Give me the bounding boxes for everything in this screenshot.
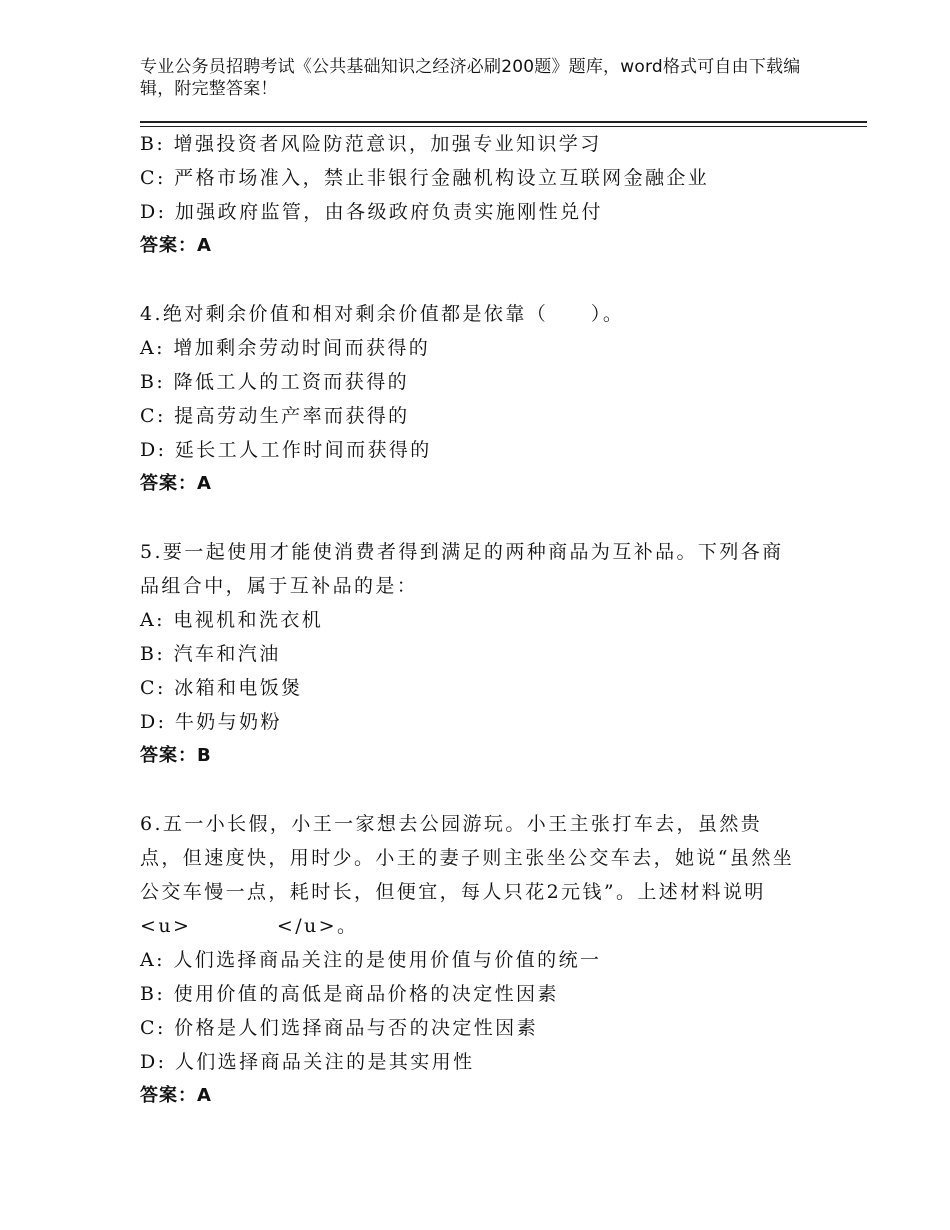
q5-option-d: D: 牛奶与奶粉 [140,711,282,733]
document-header: 专业公务员招聘考试《公共基础知识之经济必刷200题》题库，word格式可自由下载编辑，附完整答案！ [140,57,801,99]
q4-option-a: A: 增加剩余劳动时间而获得的 [140,337,431,359]
spacer [140,501,800,535]
q6-answer: 答案：A [140,1085,212,1106]
q5-option-a: A: 电视机和洗衣机 [140,609,324,631]
q5-option-c: C: 冰箱和电饭煲 [140,677,303,699]
q3-answer: 答案：A [140,235,212,256]
q6-option-c: C: 价格是人们选择商品与否的决定性因素 [140,1017,538,1039]
q3-option-b: B: 增强投资者风险防范意识，加强专业知识学习 [140,133,602,155]
q3-option-c: C: 严格市场准入，禁止非银行金融机构设立互联网金融企业 [140,167,710,189]
spacer [140,263,800,297]
question-content [140,127,800,1113]
spacer [140,773,800,807]
question-5-block [140,535,800,773]
question-6-block [140,807,800,1113]
question-3-block [140,127,800,263]
q4-answer: 答案：A [140,473,212,494]
q6-option-a: A: 人们选择商品关注的是使用价值与价值的统一 [140,949,602,971]
q4-option-d: D: 延长工人工作时间而获得的 [140,439,432,461]
q5-answer: 答案：B [140,745,212,766]
q5-option-b: B: 汽车和汽油 [140,643,281,665]
q4-option-c: C: 提高劳动生产率而获得的 [140,405,410,427]
q4-option-b: B: 降低工人的工资而获得的 [140,371,410,393]
q6-option-d: D: 人们选择商品关注的是其实用性 [140,1051,475,1073]
q6-stem: 6.五一小长假，小王一家想去公园游玩。小王主张打车去，虽然贵点，但速度快，用时少。小王的妻子则主张坐公交车去，她说“虽然坐公交车慢一点，耗时长，但便宜，每人只花2元钱”。上述材料说明<u> </u>。 [140,813,795,937]
q3-option-d: D: 加强政府监管，由各级政府负责实施刚性兑付 [140,201,603,223]
q5-stem: 5.要一起使用才能使消费者得到满足的两种商品为互补品。下列各商品组合中，属于互补品的是： [140,541,784,597]
question-4-block [140,297,800,501]
q6-option-b: B: 使用价值的高低是商品价格的决定性因素 [140,983,559,1005]
q4-stem: 4.绝对剩余价值和相对剩余价值都是依靠（ ）。 [140,303,625,325]
header-rule-thick [140,121,867,123]
